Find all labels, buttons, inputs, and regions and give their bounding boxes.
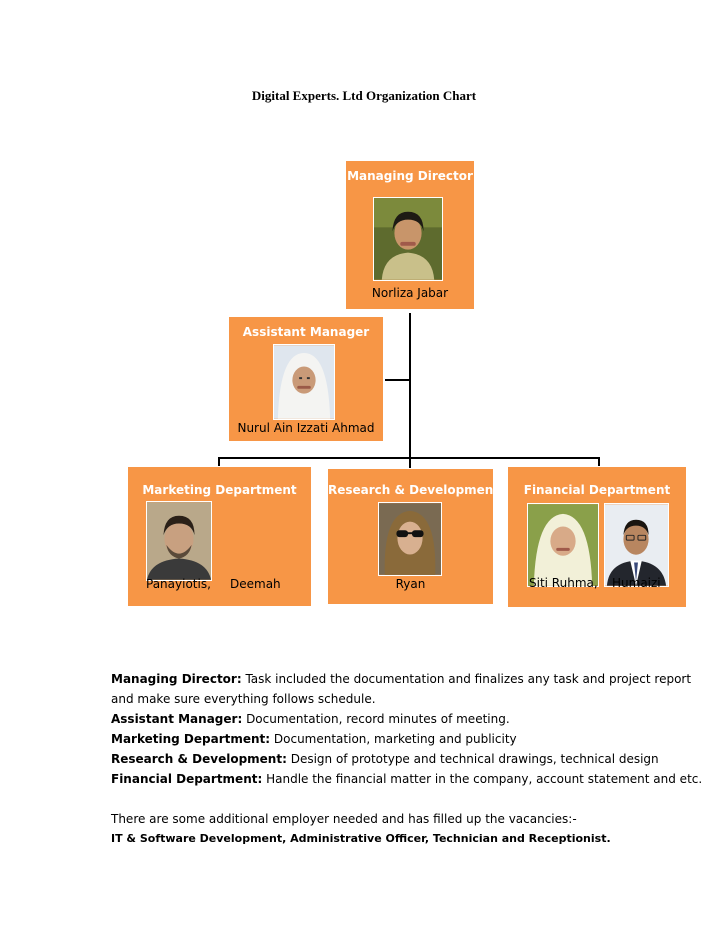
marketing-photo	[146, 501, 212, 581]
managing-director-role: Managing Director	[347, 169, 473, 183]
marketing-name-2: Deemah	[230, 577, 281, 591]
research-role: Research & Development	[328, 483, 500, 497]
connector-assistant	[385, 379, 409, 381]
vacancies-list: IT & Software Development, Administrative Officer, Technician and Receptionist.	[111, 832, 611, 845]
marketing-name-1: Panayiotis,	[146, 577, 211, 591]
assistant-manager-name: Nurul Ain Izzati Ahmad	[237, 421, 375, 435]
research-name: Ryan	[395, 577, 426, 591]
financial-name-2: Humaizi	[612, 576, 661, 590]
marketing-role: Marketing Department	[142, 483, 297, 497]
vacancies-intro: There are some additional employer needed and has filled up the vacancies:-	[111, 812, 577, 826]
marketing-box	[127, 466, 312, 607]
assistant-manager-box	[228, 316, 384, 442]
assistant-manager-role: Assistant Manager	[242, 325, 370, 339]
financial-role: Financial Department	[523, 483, 671, 497]
description-research: Research & Development: Design of prototype and technical drawings, technical design	[111, 752, 659, 766]
financial-box	[507, 466, 687, 608]
description-managing-director-cont: and make sure everything follows schedule.	[111, 692, 376, 706]
description-managing-director: Managing Director: Task included the documentation and finalizes any task and project report	[111, 672, 692, 686]
assistant-manager-photo	[273, 344, 335, 420]
page-title: Digital Experts. Ltd Organization Chart	[251, 88, 477, 103]
connector-vertical-main	[409, 313, 411, 465]
description-financial: Financial Department: Handle the financial matter in the company, account statement and etc.	[111, 772, 703, 786]
research-box	[327, 468, 500, 605]
managing-director-photo	[373, 197, 443, 281]
managing-director-box	[345, 160, 475, 310]
managing-director-name: Norliza Jabar	[371, 286, 449, 300]
financial-name-1: Siti Ruhma,	[529, 576, 598, 590]
financial-photo-1	[527, 503, 599, 587]
research-photo	[378, 502, 442, 576]
financial-photo-2	[604, 503, 669, 587]
description-marketing: Marketing Department: Documentation, marketing and publicity	[111, 732, 517, 746]
description-assistant-manager: Assistant Manager: Documentation, record minutes of meeting.	[111, 712, 510, 726]
